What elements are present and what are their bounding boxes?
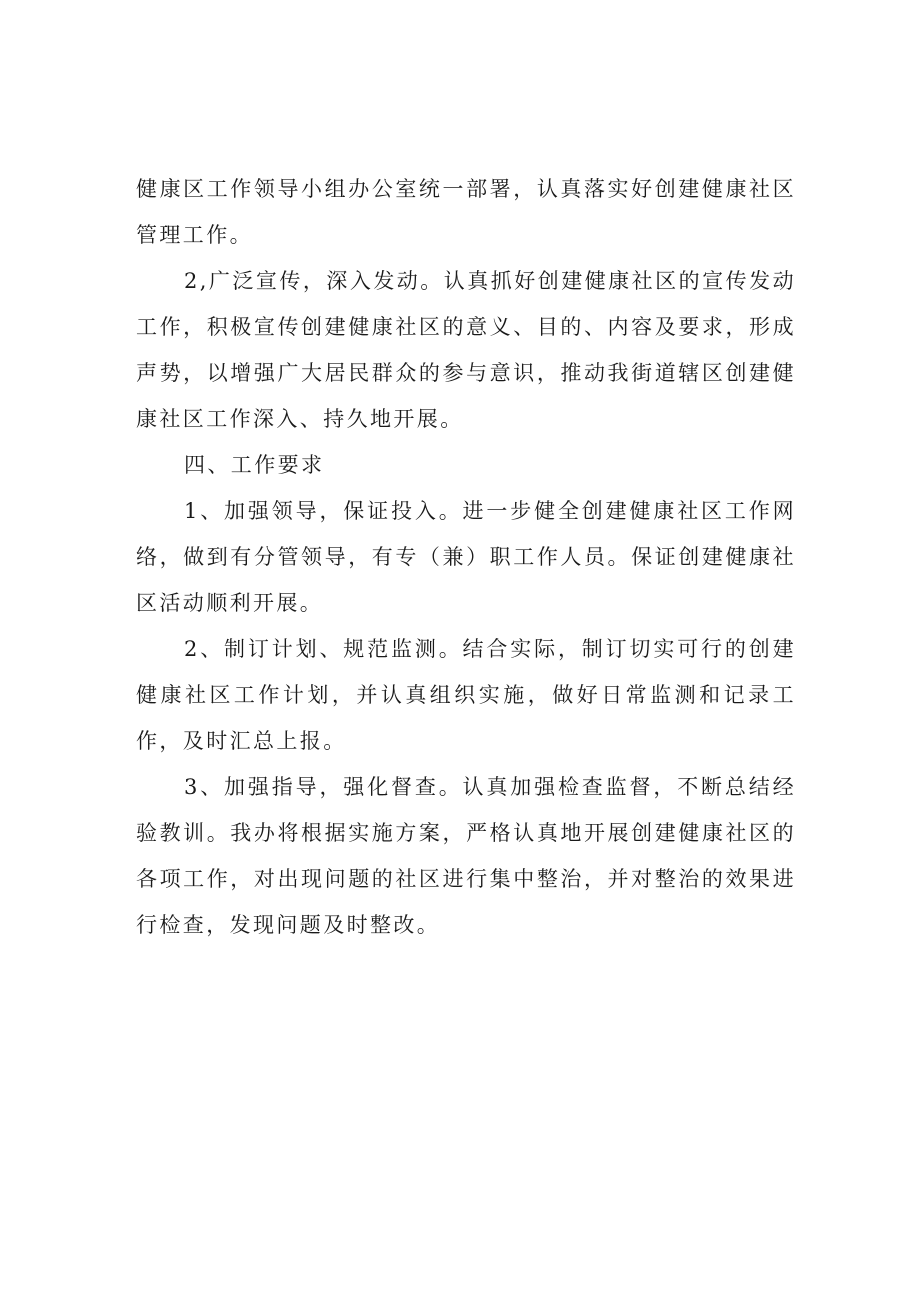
paragraph-continuation: 健康区工作领导小组办公室统一部署，认真落实好创建健康社区管理工作。 [136, 177, 796, 247]
paragraph-publicity: 2,广泛宣传，深入发动。认真抓好创建健康社区的宣传发动工作，积极宣传创建健康社区的意义、目的、内容及要求，形成声势，以增强广大居民群众的参与意识，推动我街道辖区创建健康社区工作深入、持久地开展。 [136, 269, 796, 431]
paragraph-requirement-1: 1、加强领导，保证投入。进一步健全创建健康社区工作网络，做到有分管领导，有专（兼）职工作人员。保证创建健康社区活动顺利开展。 [136, 499, 796, 615]
paragraph-requirement-2: 2、制订计划、规范监测。结合实际，制订切实可行的创建健康社区工作计划，并认真组织实施，做好日常监测和记录工作，及时汇总上报。 [136, 637, 796, 753]
section-heading-work-requirements: 四、工作要求 [184, 453, 325, 477]
document-body [136, 166, 796, 948]
paragraph-requirement-3: 3、加强指导，强化督查。认真加强检查监督，不断总结经验教训。我办将根据实施方案，严格认真地开展创建健康社区的各项工作，对出现问题的社区进行集中整治，并对整治的效果进行检查，发现问题及时整改。 [136, 775, 796, 937]
